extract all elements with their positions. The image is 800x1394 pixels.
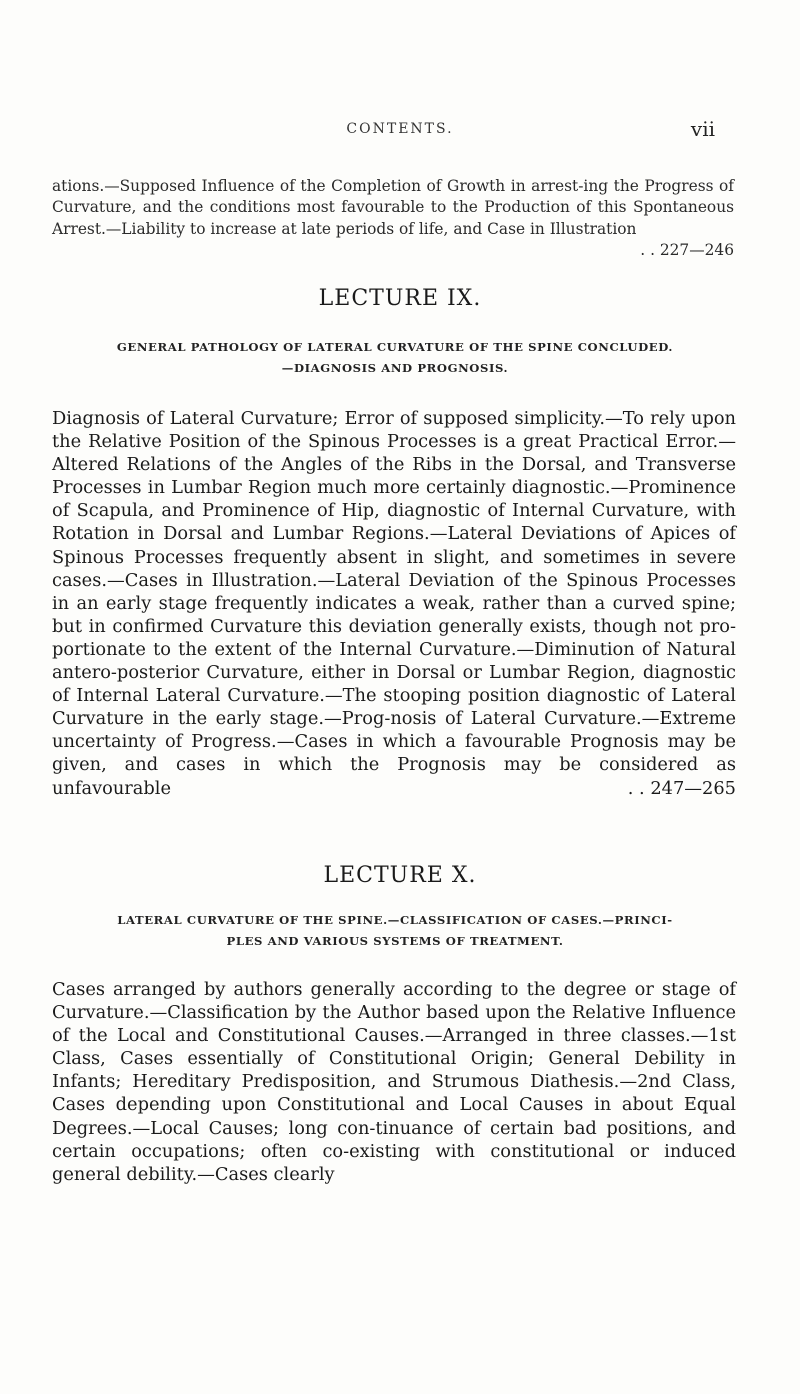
lecture-x-subtitle	[54, 910, 736, 952]
lecture-ix-subtitle-line1: GENERAL PATHOLOGY OF LATERAL CURVATURE OF THE SPINE CONCLUDED.	[116, 340, 674, 354]
running-head: CONTENTS.	[346, 121, 454, 137]
lecture-ix-subtitle-line2: —DIAGNOSIS AND PROGNOSIS.	[281, 361, 509, 375]
lecture-ix-title: LECTURE IX.	[318, 286, 482, 311]
lecture-ix-subtitle	[54, 337, 736, 379]
lecture-x-subtitle-line1: LATERAL CURVATURE OF THE SPINE.—CLASSIFICATION OF CASES.—PRINCI-	[117, 913, 673, 927]
lecture-ix-pages: . . 247—265	[627, 777, 736, 799]
lecture-x-summary-text: Cases arranged by authors generally according to the degree or stage of Curvature.—Classification by the Author based upon the Relative Influence of the Local and Constitutional Causes.—Arranged in three classes.—1st Class, Cases essentially of Constitutional Origin; General Debility in Infants; Hereditary Predisposition, and Strumous Diathesis.—2nd Class, Cases depending upon Constitutional and Local Causes in about Equal Degrees.—Local Causes; long con-tinuance of certain bad positions, and certain occupations; often co-existing with constitutional or induced general debility.—Cases clearly	[52, 979, 736, 1185]
lecture-x-summary	[52, 978, 736, 1186]
continued-entry	[52, 176, 734, 262]
lecture-ix-summary	[52, 407, 736, 800]
page-header	[0, 117, 800, 147]
lecture-x-subtitle-line2: PLES AND VARIOUS SYSTEMS OF TREATMENT.	[226, 934, 564, 948]
continued-text: ations.—Supposed Influence of the Completion of Growth in arrest-ing the Progress of Curvature, and the conditions most favourable to the Production of this Spontaneous Arrest.—Liability to increase at late periods of life, and Case in Illustration	[52, 177, 734, 238]
lecture-ix-summary-text: Diagnosis of Lateral Curvature; Error of supposed simplicity.—To rely upon the Relative Position of the Spinous Processes is a great Practical Error.—Altered Relations of the Angles of the Ribs in the Dorsal, and Transverse Processes in Lumbar Region much more certainly diagnostic.—Prominence of Scapula, and Prominence of Hip, diagnostic of Internal Curvature, with Rotation in Dorsal and Lumbar Regions.—Lateral Deviations of Apices of Spinous Processes frequently absent in slight, and sometimes in severe cases.—Cases in Illustration.—Lateral Deviation of the Spinous Processes in an early stage frequently indicates a weak, rather than a curved spine; but in confirmed Curvature this deviation generally exists, though not pro-portionate to the extent of the Internal Curvature.—Diminution of Natural antero-posterior Curvature, either in Dorsal or Lumbar Region, diagnostic of Internal Lateral Curvature.—The stooping position diagnostic of Lateral Curvature in the early stage.—Prog-nosis of Lateral Curvature.—Extreme uncertainty of Progress.—Cases in which a favourable Prognosis may be given, and cases in which the Prognosis may be considered as unfavourable	[52, 408, 736, 799]
continued-pages: . . 227—246	[640, 241, 734, 260]
lecture-x-title: LECTURE X.	[323, 863, 477, 888]
page-number: vii	[690, 117, 715, 141]
